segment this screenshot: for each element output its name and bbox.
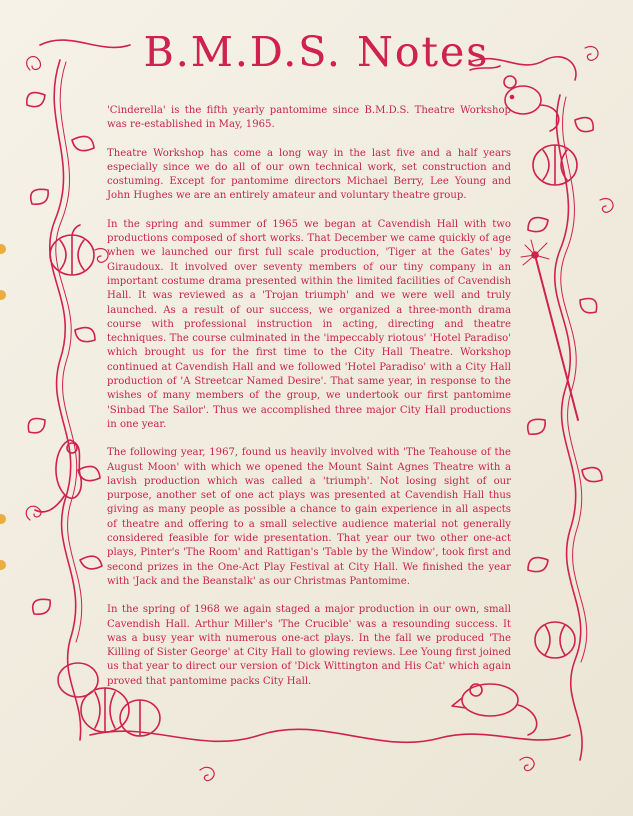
- pumpkin-icon: [533, 145, 577, 185]
- paragraph: In the spring of 1968 we again staged a major production in our own, small Cavendish Hall. Arthur Miller's 'The Crucible' was a resounding success. It was a busy year with numerous one-act plays. In the fall we produced 'The Killing of Sister George' at City Hall to glowing reviews. Lee Young first joined us that year to direct our version of 'Dick Wittington and His Cat' which again proved that pantomime packs City Hall.: [107, 604, 511, 687]
- paragraph: 'Cinderella' is the fifth yearly pantomime since B.M.D.S. Theatre Workshop was re-established in May, 1965.: [107, 105, 511, 131]
- pumpkin-icon: [535, 622, 575, 658]
- left-vine: [50, 60, 81, 740]
- pumpkin-icon: [50, 225, 94, 275]
- left-leaves: [27, 93, 102, 615]
- paragraph: In the spring and summer of 1965 we began at Cavendish Hall with two productions composed of short works. That December we came quickly of age when we launched our first full scale production, 'Tiger at the Gates' by Giraudoux. It involved over seventy members of our tiny company in an important costume drama presented within the limited facilities of Cavendish Hall. It was reviewed as a 'Trojan triumph' and we were well and truly launched. As a result of our success, we organized a three-month drama course with professional instruction in acting, directing and theatre techniques. The course culminated in the 'impeccably riotous' 'Hotel Paradiso' which brought us for the first time to the City Hall Theatre. Workshop continued at Cavendish Hall and we followed 'Hotel Paradiso' with a City Hall production of 'A Streetcar Named Desire'. That same year, in response to the wishes of many members of the group, we undertook our first pantomime 'Sinbad The Sailor'. Thus we accomplished three major City Hall productions in one year.: [107, 218, 511, 430]
- punch-hole: [0, 514, 6, 524]
- right-leaves: [528, 118, 602, 572]
- punch-hole: [0, 244, 6, 254]
- right-vine: [555, 95, 582, 760]
- mouse-icon: [504, 76, 559, 131]
- mouse-icon: [35, 440, 81, 512]
- magic-wand-icon: [521, 240, 578, 420]
- article-body: [107, 104, 511, 703]
- punch-hole: [0, 560, 6, 570]
- paragraph: Theatre Workshop has come a long way in the last five and a half years especially since we do all of our own technical work, set construction and costuming. Except for pantomime directors Michael Berry, Lee Young and John Hughes we are an entirely amateur and voluntary theatre group.: [107, 147, 511, 202]
- paragraph: The following year, 1967, found us heavily involved with 'The Teahouse of the August Moon' with which we opened the Mount Saint Agnes Theatre with a lavish production which was called a 'triumph'. Not losing sight of our purpose, another set of one act plays was presented at Cavendish Hall thus giving as many people as possible a chance to gain experience in all aspects of theatre and offering to a small selective audience material not generally considered feasible for wide presentation. That year our two other one-act plays, Pinter's 'The Room' and Rattigan's 'Table by the Window', took first and second prizes in the One-Act Play Festival at City Hall. We finished the year with 'Jack and the Beanstalk' as our Christmas Pantomime.: [107, 447, 511, 587]
- bottom-vine: [90, 729, 570, 742]
- punch-hole: [0, 290, 6, 300]
- page-title: B.M.D.S. Notes: [143, 28, 490, 76]
